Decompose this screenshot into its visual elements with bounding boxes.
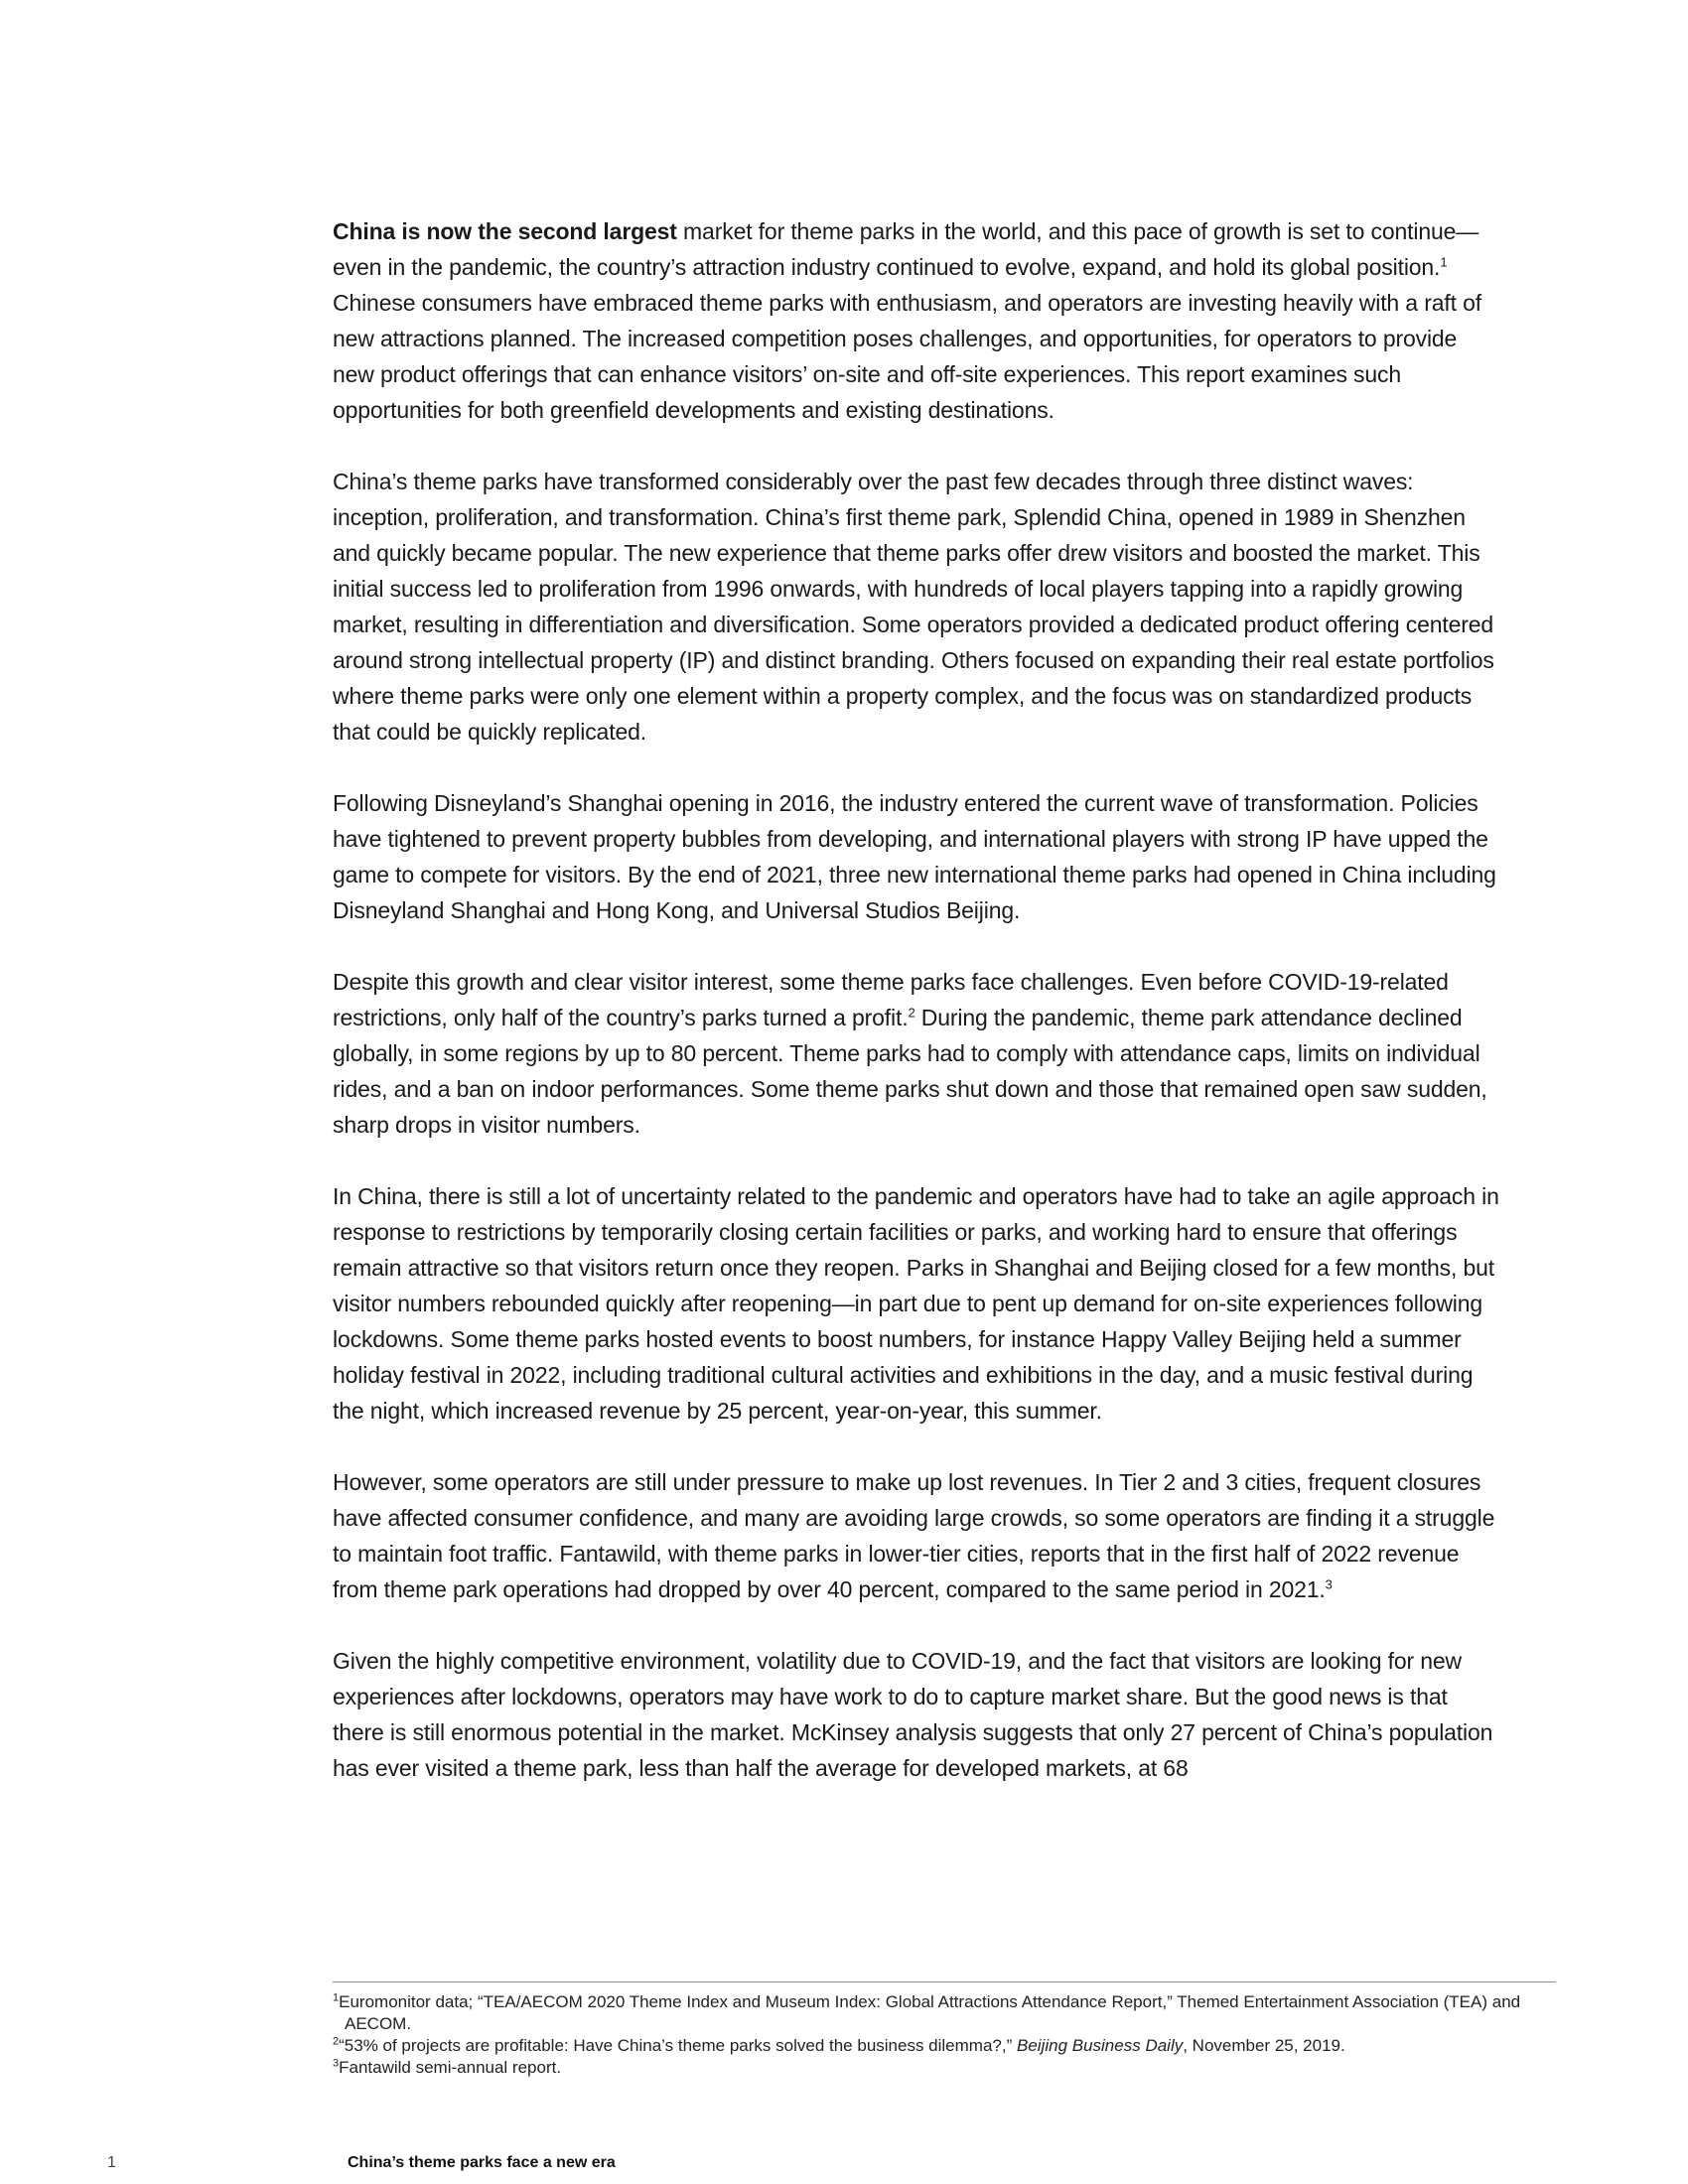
footnote-text: “53% of projects are profitable: Have China’s theme parks solved the business dilemma?,”	[339, 2036, 1017, 2055]
running-title: China’s theme parks face a new era	[348, 2154, 616, 2171]
footnote-3	[333, 2057, 1556, 2079]
footnote-text: Fantawild semi-annual report.	[339, 2058, 562, 2077]
lead-phrase: China is now the second largest	[333, 218, 677, 244]
footnote-source: Beijing Business Daily	[1016, 2036, 1184, 2055]
paragraph-pressure	[333, 1464, 1504, 1607]
footnote-ref-1[interactable]: 1	[1440, 254, 1448, 270]
paragraph-potential: Given the highly competitive environment, volatility due to COVID-19, and the fact that visitors are looking for new experiences after lockdowns, operators may have work to do to capture market share. But the good news is that there is still enormous potential in the market. McKinsey analysis suggests that only 27 percent of China’s population has ever visited a theme park, less than half the average for developed markets, at 68	[333, 1648, 1493, 1781]
footnote-number: 1	[333, 1991, 340, 2004]
footnote-number: 3	[333, 2057, 340, 2070]
paragraph-uncertainty: In China, there is still a lot of uncertainty related to the pandemic and operators have had to take an agile approach in response to restrictions by temporarily closing certain facilities or parks, and working hard to ensure that offerings remain attractive so that visitors return once they reopen. Parks in Shanghai and Beijing closed for a few months, but visitor numbers rebounded quickly after reopening—in part due to pent up demand for on-site experiences following lockdowns. Some theme parks hosted events to boost numbers, for instance Happy Valley Beijing held a summer holiday festival in 2022, including traditional cultural activities and exhibitions in the day, and a music festival during the night, which increased revenue by 25 percent, year-on-year, this summer.	[333, 1183, 1499, 1424]
paragraph-transformation: Following Disneyland’s Shanghai opening in 2016, the industry entered the current wave of transformation. Policies have tightened to prevent property bubbles from developing, and international players with strong IP have upped the game to compete for visitors. By the end of 2021, three new international theme parks had opened in China including Disneyland Shanghai and Hong Kong, and Universal Studios Beijing.	[333, 790, 1496, 923]
footnote-text: Euromonitor data; “TEA/AECOM 2020 Theme Index and Museum Index: Global Attractions Attendance Report,” Themed Entertainment Association (TEA) and AECOM.	[339, 1992, 1521, 2033]
footnote-number: 2	[333, 2035, 340, 2048]
paragraph-intro	[333, 213, 1504, 428]
paragraph-text: Chinese consumers have embraced theme parks with enthusiasm, and operators are investing heavily with a raft of new attractions planned. The increased competition poses challenges, and opportunities, for operators to provide new product offerings that can enhance visitors’ on-site and off-site experiences. This report examines such opportunities for both greenfield developments and existing destinations.	[333, 290, 1481, 423]
footnote-ref-2[interactable]: 2	[908, 1005, 915, 1021]
footnote-text: , November 25, 2019.	[1183, 2036, 1345, 2055]
paragraph-history: China’s theme parks have transformed considerably over the past few decades through three distinct waves: inception, proliferation, and transformation. China’s first theme park, Splendid China, opened in 1989 in Shenzhen and quickly became popular. The new experience that theme parks offer drew visitors and boosted the market. This initial success led to proliferation from 1996 onwards, with hundreds of local players tapping into a rapidly growing market, resulting in differentiation and diversification. Some operators provided a dedicated product offering centered around strong intellectual property (IP) and distinct branding. Others focused on expanding their real estate portfolios where theme parks were only one element within a property complex, and the focus was on standardized products that could be quickly replicated.	[333, 469, 1494, 745]
footnote-divider	[333, 1981, 1556, 1982]
paragraph-text: Despite this growth and clear visitor interest, some theme parks face challenges. Even before COVID-19-related restrictions, only half of the country’s parks turned a profit.	[333, 969, 1449, 1030]
paragraph-text: However, some operators are still under pressure to make up lost revenues. In Tier 2 and 3 cities, frequent closures have affected consumer confidence, and many are avoiding large crowds, so some operators are finding it a struggle to maintain foot traffic. Fantawild, with theme parks in lower-tier cities, reports that in the first half of 2022 revenue from theme park operations had dropped by over 40 percent, compared to the same period in 2021.	[333, 1469, 1495, 1602]
footnote-2	[333, 2035, 1556, 2057]
paragraph-challenges	[333, 964, 1504, 1143]
paragraph-text: market for theme parks in the world, and this pace of growth is set to continue—even in the pandemic, the country’s attraction industry continued to evolve, expand, and hold its global position.	[333, 218, 1479, 280]
article-body	[333, 213, 1504, 1822]
footnote-1	[333, 1991, 1556, 2035]
footnote-ref-3[interactable]: 3	[1325, 1576, 1333, 1592]
page-number: 1	[107, 2154, 116, 2171]
paragraph-text: During the pandemic, theme park attendance declined globally, in some regions by up to 80 percent. Theme parks had to comply with attendance caps, limits on individual rides, and a ban on indoor performances. Some theme parks shut down and those that remained open saw sudden, sharp drops in visitor numbers.	[333, 1005, 1487, 1138]
footnotes	[333, 1991, 1556, 2079]
